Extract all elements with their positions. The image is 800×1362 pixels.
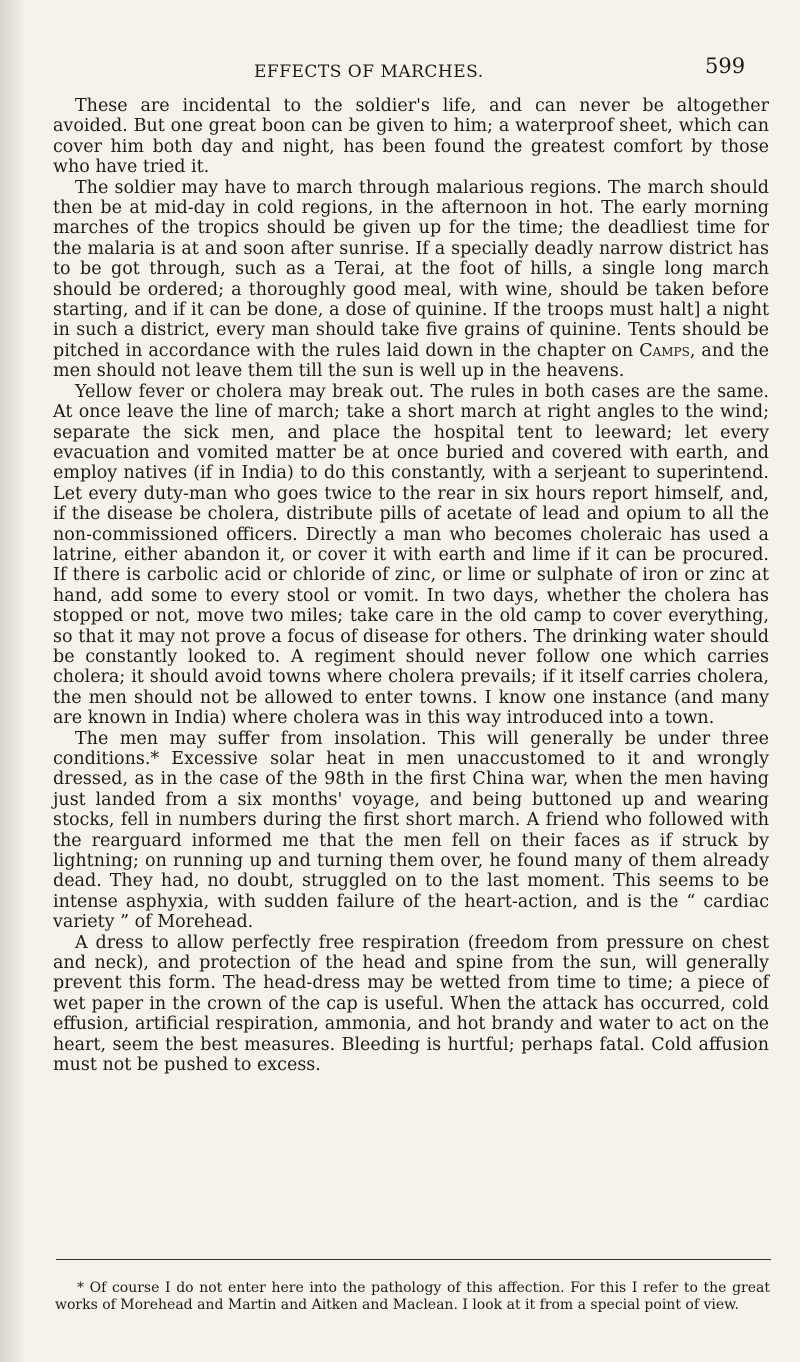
paragraph-malarious-regions [53, 178, 769, 382]
footnote-text: * Of course I do not enter here into the pathology of this affection. For this I refer to the great works of Morehead and Martin and Aitken and Maclean. I look at it from a special point of view. [55, 1280, 770, 1313]
paragraph-cholera: Yellow fever or cholera may break out. The rules in both cases are the same. At once leave the line of march; take a short march at right angles to the wind; separate the sick men, and place the hospital tent to leeward; let every evacuation and vomited matter be at once buried and covered with earth, and employ natives (if in India) to do this constantly, with a serjeant to superintend. Let every duty-man who goes twice to the rear in six hours report himself, and, if the disease be cholera, distribute pills of acetate of lead and opium to all the non-commissioned officers. Directly a man who becomes choleraic has used a latrine, either abandon it, or cover it with earth and lime if it can be procured. If there is carbolic acid or chloride of zinc, or lime or sulphate of iron or zinc at hand, add some to every stool or vomit. In two days, whether the cholera has stopped or not, move two miles; take care in the old camp to cover everything, so that it may not prove a focus of disease for others. The drinking water should be constantly looked to. A regiment should never follow one which carries cholera; it should avoid towns where cholera prevails; if it itself carries cholera, the men should not be allowed to enter towns. I know one instance (and many are known in India) where cholera was in this way introduced into a town. [53, 381, 769, 729]
paragraph-insolation: The men may suffer from insolation. This will generally be under three conditions.* Excessive solar heat in men unaccustomed to it and wrongly dressed, as in the case of the 98th in the first China war, when the men having just landed from a six months' voyage, and being buttoned up and wearing stocks, fell in numbers during the first short march. A friend who followed with the rearguard informed me that the men fell on their faces as if struck by lightning; on running up and turning them over, he found many of them already dead. They had, no doubt, struggled on to the last moment. This seems to be intense asphyxia, with sudden failure of the heart-action, and is the “ cardiac variety ” of Morehead. [53, 728, 769, 933]
footnote-divider [56, 1259, 771, 1260]
running-title: EFFECTS OF MARCHES. [254, 62, 484, 82]
paragraph-text: The soldier may have to march through malarious regions. The march should then be at mid-day in cold regions, in the afternoon in hot. The early morning marches of the tropics should be given up for the time; the deadliest time for the malaria is at and soon after sunrise. If a specially deadly narrow district has to be got through, such as a Terai, at the foot of hills, a single long march should be ordered; a thoroughly good meal, with wine, should be taken before starting, and if it can be done, a dose of quinine. If the troops must halt] a night in such a district, every man should take five grains of quinine. Tents should be pitched in accordance with the rules laid down in the chapter on [53, 177, 769, 361]
page-number: 599 [705, 54, 746, 78]
page-gutter-shadow [0, 0, 26, 1362]
paragraph-waterproof-sheet: These are incidental to the soldier's life, and can never be altogether avoided. But one great boon can be given to him; a waterproof sheet, which can cover him both day and night, has been found the greatest comfort by those who have tried it. [53, 96, 769, 178]
paragraph-dress-treatment: A dress to allow perfectly free respiration (freedom from pressure on chest and neck), and protection of the head and spine from the sun, will generally prevent this form. The head-dress may be wetted from time to time; a piece of wet paper in the crown of the cap is useful. When the attack has occurred, cold effusion, artificial respiration, ammonia, and hot brandy and water to act on the heart, seem the best measures. Bleeding is hurtful; perhaps fatal. Cold affusion must not be pushed to excess. [53, 932, 769, 1076]
footnote [55, 1280, 770, 1314]
body-text [53, 96, 769, 1076]
section-reference-camps: Camps [639, 340, 690, 361]
paragraph-text-continued: , and the men should not leave them till the sun is well up in the heavens. [53, 340, 769, 382]
page-header [0, 54, 800, 84]
